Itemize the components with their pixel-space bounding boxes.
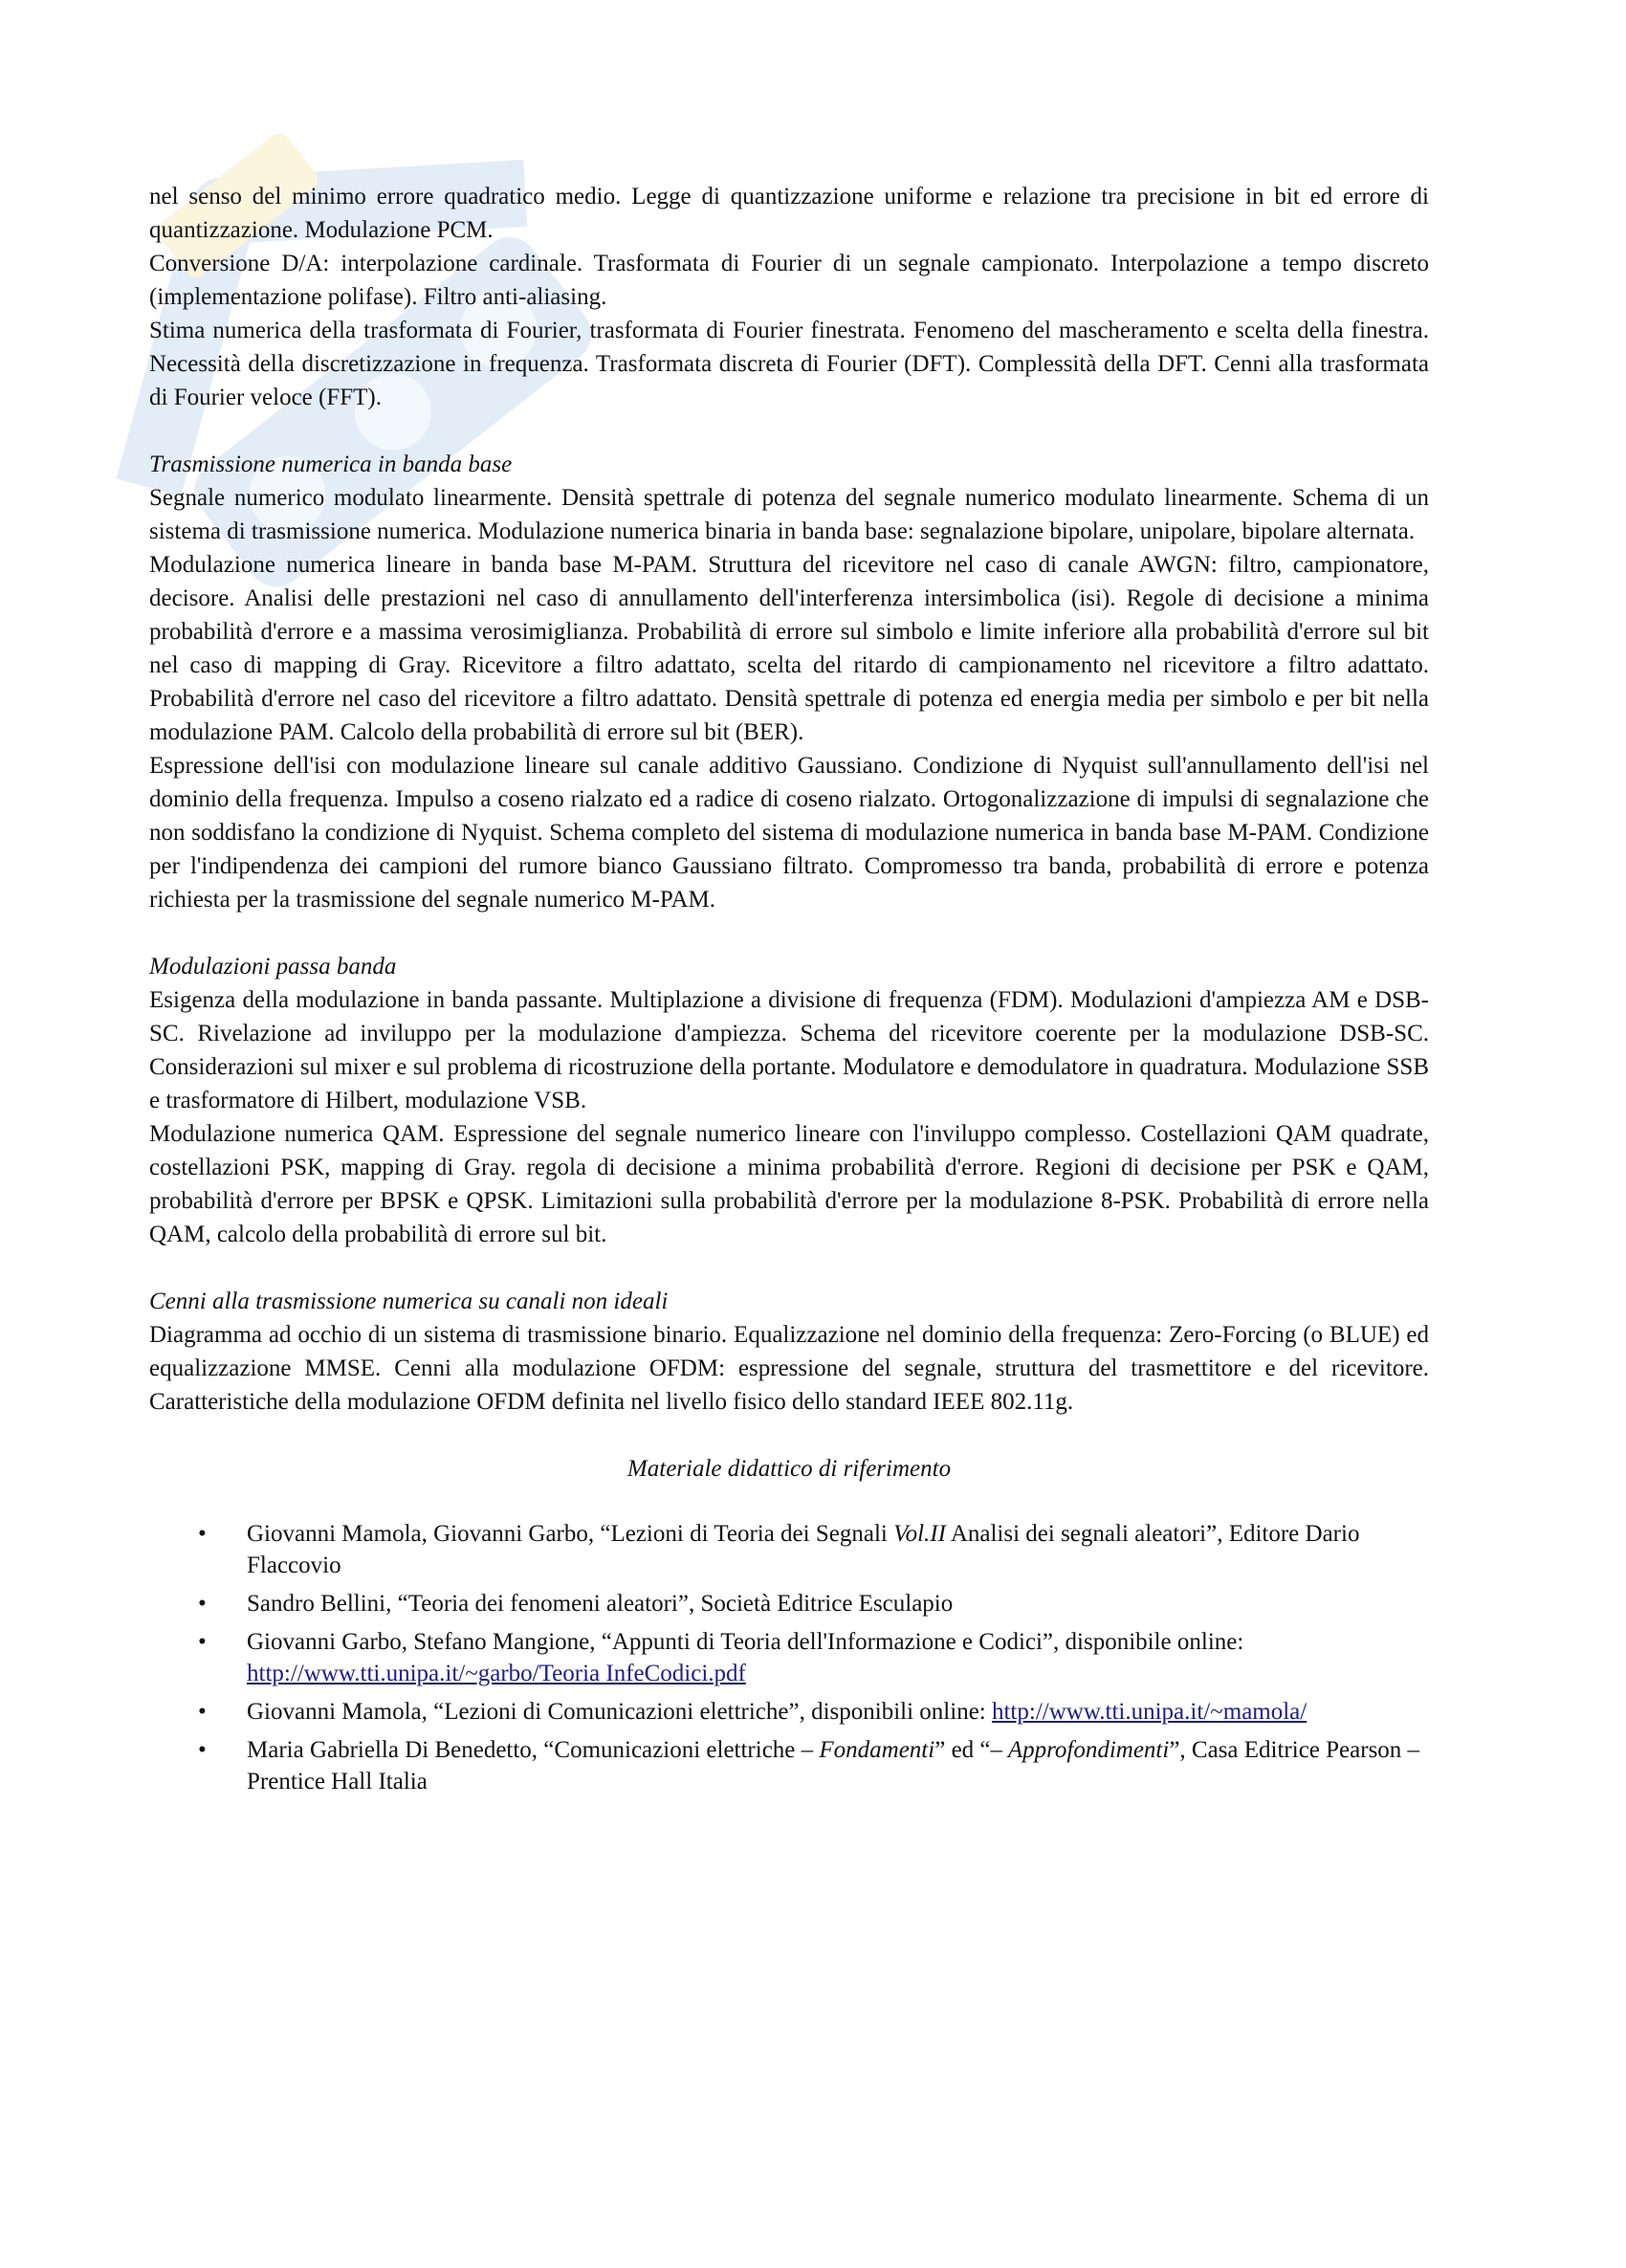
reference-item: • Giovanni Garbo, Stefano Mangione, “Appunti di Teoria dell'Informazione e Codici”, disponibile online: http://www.tti.unipa.it/~garbo/Teoria InfeCodici.pdf [149,1626,1429,1689]
reference-item: • Giovanni Mamola, Giovanni Garbo, “Lezioni di Teoria dei Segnali Vol.II Analisi dei segnali aleatori”, Editore Dario Flaccovio [149,1518,1429,1581]
section-paragraph: Modulazione numerica QAM. Espressione del segnale numerico lineare con l'inviluppo complesso. Costellazioni QAM quadrate, costellazioni PSK, mapping di Gray. regola di decisione a minima probabilità d'errore. Regioni di decisione per PSK e QAM, probabilità d'errore per BPSK e QPSK. Limitazioni sulla probabilità d'errore per la modulazione 8-PSK. Probabilità di errore nella QAM, calcolo della probabilità di errore sul bit. [149,1121,1429,1247]
section-paragraph: Diagramma ad occhio di un sistema di trasmissione binario. Equalizzazione nel dominio della frequenza: Zero-Forcing (o BLUE) ed equalizzazione MMSE. Cenni alla modulazione OFDM: espressione del segnale, struttura del trasmettitore e del ricevitore. Caratteristiche della modulazione OFDM definita nel livello fisico dello standard IEEE 802.11g. [149,1322,1429,1415]
references-list [149,1518,1429,1797]
section-paragraph: Segnale numerico modulato linearmente. Densità spettrale di potenza del segnale numerico modulato linearmente. Schema di un sistema di trasmissione numerica. Modulazione numerica binaria in banda base: segnalazione bipolare, unipolare, bipolare alternata. [149,485,1429,544]
intro-block [149,180,1429,414]
bullet-icon: • [198,1591,207,1617]
intro-paragraph-3: Stima numerica della trasformata di Fourier, trasformata di Fourier finestrata. Fenomeno del mascheramento e scelta della finestra. Necessità della discretizzazione in frequenza. Trasformata discreta di Fourier (DFT). Complessità della DFT. Cenni alla trasformata di Fourier veloce (FFT). [149,318,1429,410]
bullet-icon: • [198,1629,207,1655]
section-paragraph: Modulazione numerica lineare in banda base M-PAM. Struttura del ricevitore nel caso di canale AWGN: filtro, campionatore, decisore. Analisi delle prestazioni nel caso di annullamento dell'interferenza intersimbolica (isi). Regole di decisione a minima probabilità d'errore e a massima verosimiglianza. Probabilità di errore sul simbolo e limite inferiore alla probabilità d'errore sul bit nel caso di mapping di Gray. Ricevitore a filtro adattato, scelta del ritardo di campionamento nel ricevitore a filtro adattato. Probabilità d'errore nel caso del ricevitore a filtro adattato. Densità spettrale di potenza ed energia media per simbolo e per bit nella modulazione PAM. Calcolo della probabilità di errore sul bit (BER). [149,552,1429,745]
bullet-icon: • [198,1699,207,1725]
section-heading: Modulazioni passa banda [149,954,397,980]
section-passband [149,950,1429,1251]
reference-item: • Maria Gabriella Di Benedetto, “Comunicazioni elettriche – Fondamenti” ed “– Approfondimenti”, Casa Editrice Pearson – Prentice Hall Italia [149,1734,1429,1797]
section-heading: Trasmissione numerica in banda base [149,451,513,477]
reference-link-mamola[interactable]: http://www.tti.unipa.it/~mamola/ [991,1699,1307,1725]
intro-paragraph-2: Conversione D/A: interpolazione cardinale. Trasformata di Fourier di un segnale campionato. Interpolazione a tempo discreto (implementazione polifase). Filtro anti-aliasing. [149,251,1429,310]
intro-paragraph-1: nel senso del minimo errore quadratico medio. Legge di quantizzazione uniforme e relazione tra precisione in bit ed errore di quantizzazione. Modulazione PCM. [149,184,1429,243]
document-body [149,180,1429,1804]
section-paragraph: Esigenza della modulazione in banda passante. Multiplazione a divisione di frequenza (FDM). Modulazioni d'ampiezza AM e DSB-SC. Rivelazione ad inviluppo per la modulazione d'ampiezza. Schema del ricevitore coerente per la modulazione DSB-SC. Considerazioni sul mixer e sul problema di ricostruzione della portante. Modulatore e demodulatore in quadratura. Modulazione SSB e trasformatore di Hilbert, modulazione VSB. [149,987,1429,1113]
section-nonideal-channels [149,1285,1429,1419]
reference-item: • Sandro Bellini, “Teoria dei fenomeni aleatori”, Società Editrice Esculapio [149,1588,1429,1619]
references-title: Materiale didattico di riferimento [626,1456,952,1482]
bullet-icon: • [198,1521,207,1547]
section-heading: Cenni alla trasmissione numerica su canali non ideali [149,1288,669,1314]
bullet-icon: • [198,1737,207,1763]
section-paragraph: Espressione dell'isi con modulazione lineare sul canale additivo Gaussiano. Condizione di Nyquist sull'annullamento dell'isi nel dominio della frequenza. Impulso a coseno rialzato ed a radice di coseno rialzato. Ortogonalizzazione di impulsi di segnalazione che non soddisfano la condizione di Nyquist. Schema completo del sistema di modulazione numerica in banda base M-PAM. Condizione per l'indipendenza dei campioni del rumore bianco Gaussiano filtrato. Compromesso tra banda, probabilità di errore e potenza richiesta per la trasmissione del segnale numerico M-PAM. [149,753,1429,913]
reference-item: • Giovanni Mamola, “Lezioni di Comunicazioni elettriche”, disponibili online: http://www.tti.unipa.it/~mamola/ [149,1696,1429,1728]
section-baseband [149,448,1429,916]
reference-link-garbo[interactable]: http://www.tti.unipa.it/~garbo/Teoria InfeCodici.pdf [247,1661,746,1686]
